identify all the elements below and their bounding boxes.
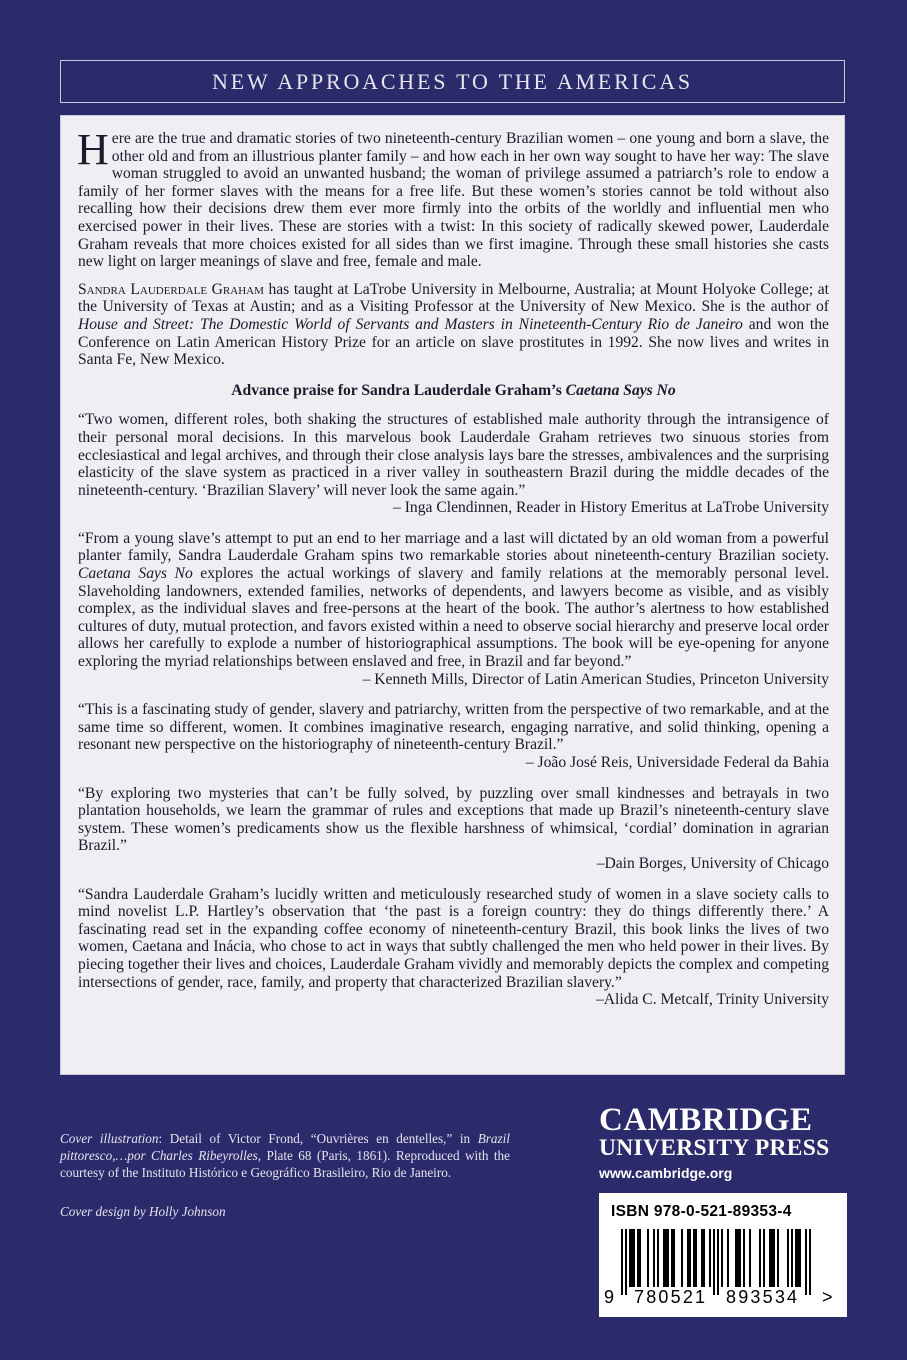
barcode-bar: [667, 1229, 669, 1287]
quote-text: “From a young slave’s attempt to put an end to her marriage and a last will dictated by an old woman from a powerful planter family, Sandra Lauderdale Graham spins two remarkable stories about nineteenth-century Brazilian society.: [78, 529, 829, 565]
barcode-bar: [763, 1229, 765, 1287]
barcode-bar: [633, 1229, 635, 1287]
publisher-subname: UNIVERSITY PRESS: [599, 1135, 830, 1161]
barcode-right-digits: 893534: [726, 1287, 800, 1307]
publisher-url[interactable]: www.cambridge.org: [599, 1165, 733, 1181]
quote-text: “Sandra Lauderdale Graham’s lucidly written and meticulously researched study of women in a slave society calls to mind novelist L.P. Hartley’s observation that ‘the past is a foreign country: they do things differently there.’ A fascinating read set in the expanding coffee economy of nineteenth-century Brazil, this book links the lives of two women, Caetana and Inácia, who chose to act in ways that subtly challenged the men who held power in their lives. By piecing together their lives and choices, Lauderdale Graham vividly and memorably depicts the complex and competing intersections of gender, race, family, and property that characterized Brazilian slavery.”: [78, 885, 829, 991]
quote-book-title: Caetana Says No: [78, 565, 193, 583]
praise-heading: [78, 382, 829, 400]
barcode-bar: [695, 1229, 697, 1287]
quote-attribution: –Alida C. Metcalf, Trinity University: [595, 991, 829, 1009]
quote: [78, 886, 829, 992]
author-bio: [78, 281, 829, 369]
barcode-bar: [687, 1229, 689, 1287]
publisher-logo: [599, 1103, 849, 1181]
barcode-bar: [795, 1229, 797, 1287]
series-title: NEW APPROACHES TO THE AMERICAS: [60, 60, 845, 103]
quote-attribution: –Dain Borges, University of Chicago: [596, 854, 829, 872]
quote-attribution: – Kenneth Mills, Director of Latin American Studies, Princeton University: [362, 670, 829, 688]
barcode-bar: [653, 1229, 655, 1287]
author-name: Sandra Lauderdale Graham: [78, 280, 264, 298]
barcode-bar: [713, 1229, 715, 1295]
barcode-bar: [809, 1229, 811, 1295]
barcode-bar: [735, 1229, 737, 1287]
barcode-bar: [639, 1229, 641, 1287]
barcode-bar: [737, 1229, 739, 1287]
barcode-bar: [693, 1229, 695, 1287]
quote-attribution: – João José Reis, Universidade Federal da Bahia: [525, 754, 829, 771]
publisher-name: CAMBRIDGE: [599, 1102, 813, 1138]
bio-text-end: and won the Conference on Latin American History Prize for an article on slave prostitutes in 1992. She now lives and writes in Santa Fe, New Mexico.: [78, 315, 829, 369]
barcode-bar: [701, 1229, 703, 1287]
quote-text-end: explores the actual workings of slavery and family relations at the memorably personal level. Slaveholding landowners, extended families, networks of dependents, and lawyers become as visible, and as visibly complex, as the individual slaves and free-persons at the heart of the book. The author’s alertness to how established cultures of duty, mutual protection, and favors existed within a need to observe social hierarchy and preserve local order allows her carefully to explode a number of historiographical assumptions. The book will be eye-opening for anyone exploring the myriad relationships between enslaved and free, in Brazil and far beyond.”: [78, 565, 830, 671]
barcode-bar: [797, 1229, 799, 1287]
barcode-bar: [787, 1229, 789, 1287]
barcode-bar: [717, 1229, 719, 1295]
barcode-bar: [647, 1229, 649, 1287]
isbn-text: ISBN 978-0-521-89353-4: [611, 1203, 792, 1220]
barcode-bar: [771, 1229, 773, 1287]
description-text: ere are the true and dramatic stories of two nineteenth-century Brazilian women – one young and born a slave, the other old and from an illustrious planter family – and how each in her own way sought to have her way: The slave woman struggled to avoid an unwanted husband; the woman of privilege assumed a patriarch’s role to endow a family of her former slaves with the means for a free life. But these women’s stories cannot be told without also recalling how their decisions drew them ever more firmly into the orbits of the worldly and influential men who exercised power in their lives. These are stories with a twist: In this society of radically skewed power, Lauderdale Graham reveals that more choices existed for all sides than we first imagine. Through these small histories she casts new light on larger meanings of slave and free, female and male.: [78, 130, 829, 271]
praise-heading-text: Advance praise for Sandra Lauderdale Graham’s: [231, 381, 566, 399]
barcode-bar: [727, 1229, 729, 1287]
quote-text: “Two women, different roles, both shaking the structures of established male authority through the intransigence of their personal moral decisions. In this marvelous book Lauderdale Graham retrieves two sinuous stories from ecclesiastical and legal archives, and through their close analysis lays bare the stresses, ambivalences and the surprising elasticity of the slave system as practiced in a river valley in southeastern Brazil during the middle decades of the nineteenth-century. ‘Brazilian Slavery’ will never look the same again.”: [78, 411, 829, 499]
barcode-bar: [625, 1229, 627, 1295]
credit-text: : Detail of Victor Frond, “Ouvrières en dentelles,” in: [158, 1131, 478, 1146]
book-title: House and Street: The Domestic World of Servants and Masters in Nineteenth-Century Rio de Janeiro: [78, 315, 743, 333]
barcode-bar: [657, 1229, 659, 1287]
barcode-bar: [739, 1229, 741, 1287]
barcode-bar: [663, 1229, 665, 1287]
quote-text: “By exploring two mysteries that can’t be fully solved, by puzzling over small kindnesses and betrayals in two plantation households, we learn the grammar of rules and exceptions that made up Brazil’s nineteenth-century slave system. These women’s predicaments show us the flexible harshness of whimsical, ‘cordial’ domination in agrarian Brazil.”: [78, 784, 829, 855]
barcode-bar: [777, 1229, 779, 1287]
barcode-bar: [759, 1229, 761, 1287]
quote-text: “This is a fascinating study of gender, slavery and patriarchy, written from the perspective of two remarkable, and at the same time so different, women. It combines imaginative research, engaging narrative, and solid thinking, opening a resonant new perspective on the historiography of nineteenth-century Brazil.”: [78, 701, 829, 754]
barcode-bar: [629, 1229, 631, 1287]
quote-attribution: – Inga Clendinnen, Reader in History Emeritus at LaTrobe University: [393, 499, 829, 517]
barcode-first-digit: 9: [604, 1287, 615, 1307]
barcode-bar: [743, 1229, 745, 1287]
barcode-bar: [721, 1229, 723, 1287]
isbn-barcode: [599, 1193, 847, 1317]
barcode-bar: [805, 1229, 807, 1295]
design-text: Cover design by Holly Johnson: [60, 1204, 226, 1219]
credit-source-title: Brazil pittoresco,…por Charles Ribeyrolles: [60, 1131, 510, 1163]
barcode-bar: [621, 1229, 623, 1295]
cover-illustration-credit: [60, 1130, 510, 1181]
barcode-bar: [665, 1229, 667, 1287]
barcode-bar: [769, 1229, 771, 1287]
barcode-bar: [689, 1229, 691, 1287]
barcode-bar: [631, 1229, 633, 1287]
barcode-bar: [703, 1229, 705, 1287]
barcode-bar: [749, 1229, 751, 1287]
praise-heading-title: Caetana Says No: [565, 381, 676, 399]
barcode-bar: [637, 1229, 639, 1287]
bio-text: has taught at LaTrobe University in Melbourne, Australia; at Mount Holyoke College; at the University of Texas at Austin; and as a Visiting Professor at the University of New Mexico. She is the author of: [78, 280, 829, 316]
barcode-bar: [671, 1229, 673, 1287]
barcode-bar: [673, 1229, 675, 1287]
credit-text-end: , Plate 68 (Paris, 1861). Reproduced with the courtesy of the Instituto Histórico e Geográfico Brasileiro, Rio de Janeiro.: [60, 1148, 510, 1180]
credit-label: Cover illustration: [60, 1131, 159, 1146]
text-panel: [60, 115, 845, 1075]
quote: [78, 411, 829, 499]
barcode-bar: [791, 1229, 793, 1287]
quote: [78, 701, 829, 754]
quote: [78, 530, 829, 671]
cover-credits: [60, 1130, 510, 1220]
barcode-left-digits: 780521: [634, 1287, 708, 1307]
barcode-marker: >: [822, 1287, 833, 1307]
barcode-bar: [799, 1229, 801, 1287]
barcode-bar: [773, 1229, 775, 1287]
description: [77, 125, 829, 271]
barcode-bar: [681, 1229, 683, 1287]
barcode-bar: [709, 1229, 711, 1287]
cover-design-credit: [60, 1203, 510, 1220]
panel-content: [77, 125, 830, 1022]
drop-cap: H: [77, 125, 109, 174]
quote: [78, 785, 829, 855]
